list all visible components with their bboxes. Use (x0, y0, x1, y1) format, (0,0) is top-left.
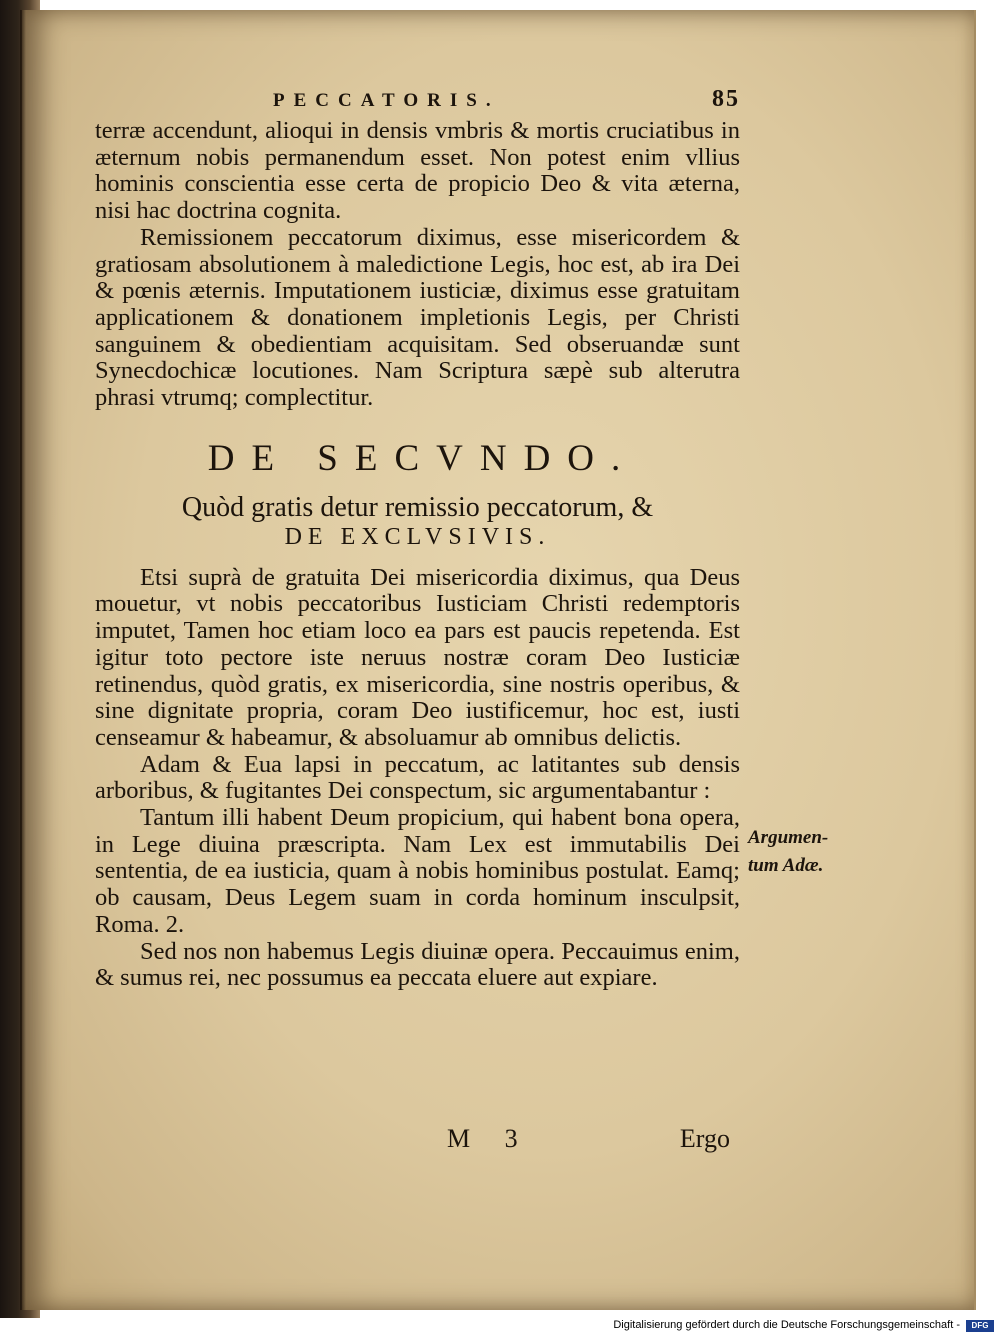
running-head: PECCATORIS. (273, 90, 500, 111)
section-heading: DE SECVNDO. (207, 437, 638, 479)
page-fold-shadow (20, 10, 26, 1310)
page-header (95, 78, 740, 118)
section-subtitle: Quòd gratis detur remissio peccatorum, & (181, 491, 654, 523)
section-subtitle-exclusivis: DE EXCLVSIVIS. (284, 523, 551, 550)
paragraph-tantum: Tantum illi habent Deum propicium, qui habent bona opera, in Lege diuina præscripta. Nam Lex est immutabilis Dei sententia, de ea iusticia, quam à nobis hominibus postulat. Eamq; ob causam, Deus Legem suam in corda hominum insculpsit, Roma. 2. (95, 804, 740, 938)
margin-note (748, 824, 848, 880)
dfg-logo-icon: DFG (966, 1320, 994, 1332)
catchword: Ergo (679, 1124, 730, 1153)
paragraph-continuation: terræ accendunt, alioqui in densis vmbris & mortis cruciatibus in æternum nobis permanendum esset. Non potest enim vllius hominis conscientia esse certa de propicio Deo & vita æterna, nisi hac doctrina cognita. (95, 117, 740, 225)
paragraph-gratuita: Etsi suprà de gratuita Dei misericordia diximus, qua Deus mouetur, vt nobis peccatoribus Iusticiam Christi redemptoris imputet, Tamen hoc etiam loco ea pars est paucis repetenda. Est igitur toto pectore iste neruus nostræ coram Deo Iusticiæ retinendus, quòd gratis, ex misericordia, sine nostris operibus, & sine dignitate propria, coram Deo iustificemur, hoc est, iusti censeamur & habeamur, & absoluamur ab omnibus delictis. (95, 563, 740, 751)
margin-note-line-1: Argumen- (748, 827, 829, 848)
catchline (95, 1124, 740, 1158)
paragraph-sed-nos: Sed nos non habemus Legis diuinæ opera. Peccauimus enim, & sumus rei, nec possumus ea peccata eluere aut expiare. (95, 937, 740, 992)
signature-mark: M 3 (447, 1124, 532, 1153)
funding-notice: Digitalisierung gefördert durch die Deutsche Forschungsgemeinschaft - (613, 1319, 960, 1331)
page-number: 85 (712, 86, 740, 112)
footer-bar (0, 1318, 1000, 1335)
paragraph-remission: Remissionem peccatorum diximus, esse misericordem & gratiosam absolutionem à maledictione Legis, hoc est, ab ira Dei & pœnis æternis. Imputationem iusticiæ, diximus esse gratuitam applicationem & donationem impletionis Legis, per Christi sanguinem & obedientiam acquisitam. Sed obseruandæ sunt Synecdochicæ locutiones. Nam Scriptura sæpè sub alterutra phrasi vtrumq; complectitur. (95, 223, 740, 412)
margin-note-line-2: tum Adæ. (748, 855, 824, 876)
page-text-block (95, 78, 740, 992)
paragraph-adam-eua: Adam & Eua lapsi in peccatum, ac latitantes sub densis arboribus, & fugitantes Dei conspectum, sic argumentabantur : (95, 750, 740, 805)
